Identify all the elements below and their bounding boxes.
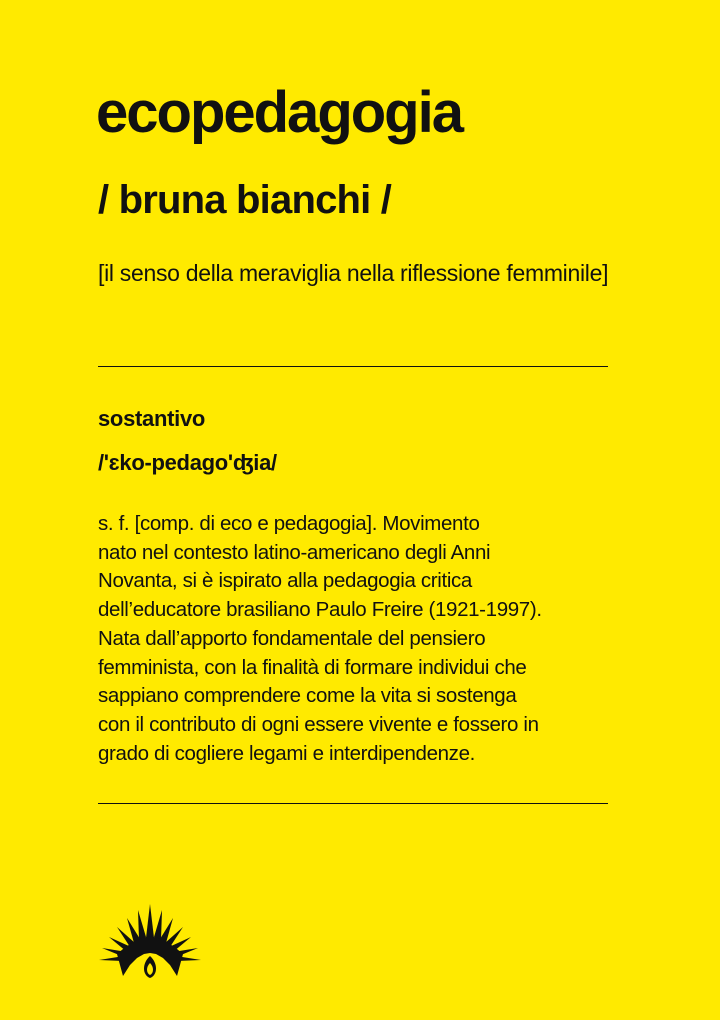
definition-line: sappiano comprendere come la vita si sostenga bbox=[98, 684, 517, 708]
radiant-flame-logo-icon bbox=[99, 902, 201, 980]
definition-line: grado di cogliere legami e interdipendenze. bbox=[98, 741, 475, 765]
phonetic-transcription: /'ɛko-pedago'ʤia/ bbox=[98, 450, 277, 475]
definition-line: s. f. [comp. di eco e pedagogia]. Movimento bbox=[98, 512, 480, 535]
definition-line: con il contributo di ogni essere vivente e fossero in bbox=[98, 712, 539, 736]
book-title: ecopedagogia bbox=[96, 80, 462, 145]
author-name: / bruna bianchi / bbox=[98, 178, 392, 222]
top-divider bbox=[98, 366, 608, 367]
definition-text bbox=[98, 510, 628, 768]
book-subtitle: [il senso della meraviglia nella riflessione femminile] bbox=[98, 260, 609, 286]
definition-line: dell’educatore brasiliano Paulo Freire (1921-1997). bbox=[98, 598, 542, 622]
definition-line: Novanta, si è ispirato alla pedagogia critica bbox=[98, 569, 472, 593]
definition-line: Nata dall’apporto fondamentale del pensiero bbox=[98, 626, 486, 650]
part-of-speech: sostantivo bbox=[98, 406, 206, 431]
bottom-divider bbox=[98, 803, 608, 804]
definition-line: nato nel contesto latino-americano degli Anni bbox=[98, 540, 491, 564]
definition-line: femminista, con la finalità di formare individui che bbox=[98, 655, 527, 679]
